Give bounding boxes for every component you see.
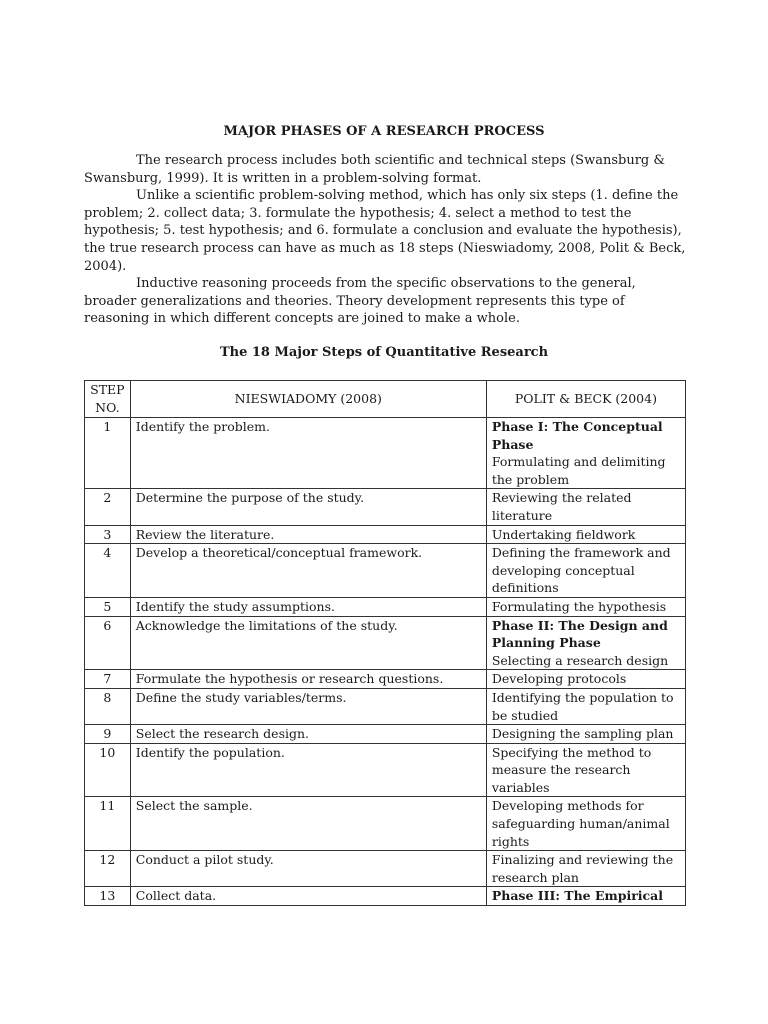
polit-beck-step-cell <box>486 544 685 598</box>
polit-beck-step-cell <box>486 597 685 616</box>
table-row <box>85 597 686 616</box>
nieswiadomy-step-cell: Select the sample. <box>130 797 486 851</box>
nieswiadomy-step-cell: Select the research design. <box>130 725 486 744</box>
step-number-cell: 13 <box>85 887 131 906</box>
paragraph-1: The research process includes both scientific and technical steps (Swansburg & Swansburg, 1999). It is written in a problem-solving format. <box>84 153 665 186</box>
table-row <box>85 887 686 906</box>
table-row <box>85 525 686 544</box>
header-polit-beck: POLIT & BECK (2004) <box>486 381 685 418</box>
polit-beck-step-cell <box>486 743 685 797</box>
step-number-cell: 10 <box>85 743 131 797</box>
table-row <box>85 725 686 744</box>
table-row <box>85 418 686 489</box>
polit-beck-step-cell <box>486 887 685 906</box>
table-row <box>85 688 686 724</box>
table-header-row <box>85 381 686 418</box>
step-number-cell: 8 <box>85 688 131 724</box>
nieswiadomy-step-cell: Identify the study assumptions. <box>130 597 486 616</box>
document-title: MAJOR PHASES OF A RESEARCH PROCESS <box>223 124 545 139</box>
nieswiadomy-step-cell: Formulate the hypothesis or research questions. <box>130 670 486 689</box>
polit-beck-step-text: Undertaking fieldwork <box>491 526 636 542</box>
nieswiadomy-step-cell: Identify the problem. <box>130 418 486 489</box>
polit-beck-step-cell <box>486 525 685 544</box>
table-row <box>85 489 686 525</box>
polit-beck-step-text: Identifying the population to be studied <box>491 689 674 723</box>
nieswiadomy-step-cell: Determine the purpose of the study. <box>130 489 486 525</box>
table-row <box>85 616 686 670</box>
step-number-cell: 5 <box>85 597 131 616</box>
header-nieswiadomy: NIESWIADOMY (2008) <box>130 381 486 418</box>
polit-beck-step-text: Formulating the hypothesis <box>491 598 667 614</box>
step-number-cell: 4 <box>85 544 131 598</box>
nieswiadomy-step-cell: Collect data. <box>130 887 486 906</box>
phase-heading: Phase III: The Empirical <box>491 888 664 904</box>
step-number-cell: 7 <box>85 670 131 689</box>
polit-beck-step-text: Defining the framework and developing conceptual definitions <box>491 545 671 596</box>
nieswiadomy-step-cell: Develop a theoretical/conceptual framework. <box>130 544 486 598</box>
paragraph-3: Inductive reasoning proceeds from the specific observations to the general, broader generalizations and theories. Theory development represents this type of reasoning in which different concepts are joined to make a whole. <box>84 276 636 327</box>
step-number-cell: 6 <box>85 616 131 670</box>
polit-beck-step-cell <box>486 489 685 525</box>
step-number-cell: 1 <box>85 418 131 489</box>
polit-beck-step-text: Developing protocols <box>491 671 627 687</box>
table-row <box>85 797 686 851</box>
nieswiadomy-step-cell: Identify the population. <box>130 743 486 797</box>
paragraph-2: Unlike a scientific problem-solving method, which has only six steps (1. define the problem; 2. collect data; 3. formulate the hypothesis; 4. select a method to test the hypothesis; 5. test hypothesis; and 6. formulate a conclusion and evaluate the hypothesis), the true research process can have as much as 18 steps (Nieswiadomy, 2008, Polit & Beck, 2004). <box>84 188 686 274</box>
polit-beck-step-cell <box>486 616 685 670</box>
header-step-no: STEP NO. <box>85 381 131 418</box>
nieswiadomy-step-cell: Conduct a pilot study. <box>130 851 486 887</box>
polit-beck-step-text: Finalizing and reviewing the research plan <box>491 852 674 885</box>
polit-beck-step-cell <box>486 851 685 887</box>
step-number-cell: 3 <box>85 525 131 544</box>
table-row <box>85 743 686 797</box>
nieswiadomy-step-cell: Define the study variables/terms. <box>130 688 486 724</box>
step-number-cell: 12 <box>85 851 131 887</box>
polit-beck-step-cell <box>486 725 685 744</box>
step-number-cell: 11 <box>85 797 131 851</box>
phase-heading: Phase II: The Design and Planning Phase <box>491 617 668 651</box>
polit-beck-step-cell <box>486 418 685 489</box>
table-row <box>85 670 686 689</box>
nieswiadomy-step-cell: Review the literature. <box>130 525 486 544</box>
table-row <box>85 544 686 598</box>
polit-beck-step-text: Reviewing the related literature <box>491 490 632 523</box>
polit-beck-step-cell <box>486 670 685 689</box>
nieswiadomy-step-cell: Acknowledge the limitations of the study. <box>130 616 486 670</box>
step-number-cell: 9 <box>85 725 131 744</box>
polit-beck-step-text: Designing the sampling plan <box>491 726 674 742</box>
polit-beck-step-text: Selecting a research design <box>491 652 669 668</box>
polit-beck-step-text: Specifying the method to measure the research variables <box>491 744 652 795</box>
phase-heading: Phase I: The Conceptual Phase <box>491 419 663 452</box>
polit-beck-step-text: Developing methods for safeguarding human/animal rights <box>491 798 670 849</box>
step-number-cell: 2 <box>85 489 131 525</box>
steps-table <box>84 380 686 906</box>
polit-beck-step-cell <box>486 688 685 724</box>
table-row <box>85 851 686 887</box>
table-body <box>85 418 686 906</box>
polit-beck-step-text: Formulating and delimiting the problem <box>491 454 666 487</box>
body-text <box>84 152 686 328</box>
polit-beck-step-cell <box>486 797 685 851</box>
table-title: The 18 Major Steps of Quantitative Research <box>219 345 549 360</box>
